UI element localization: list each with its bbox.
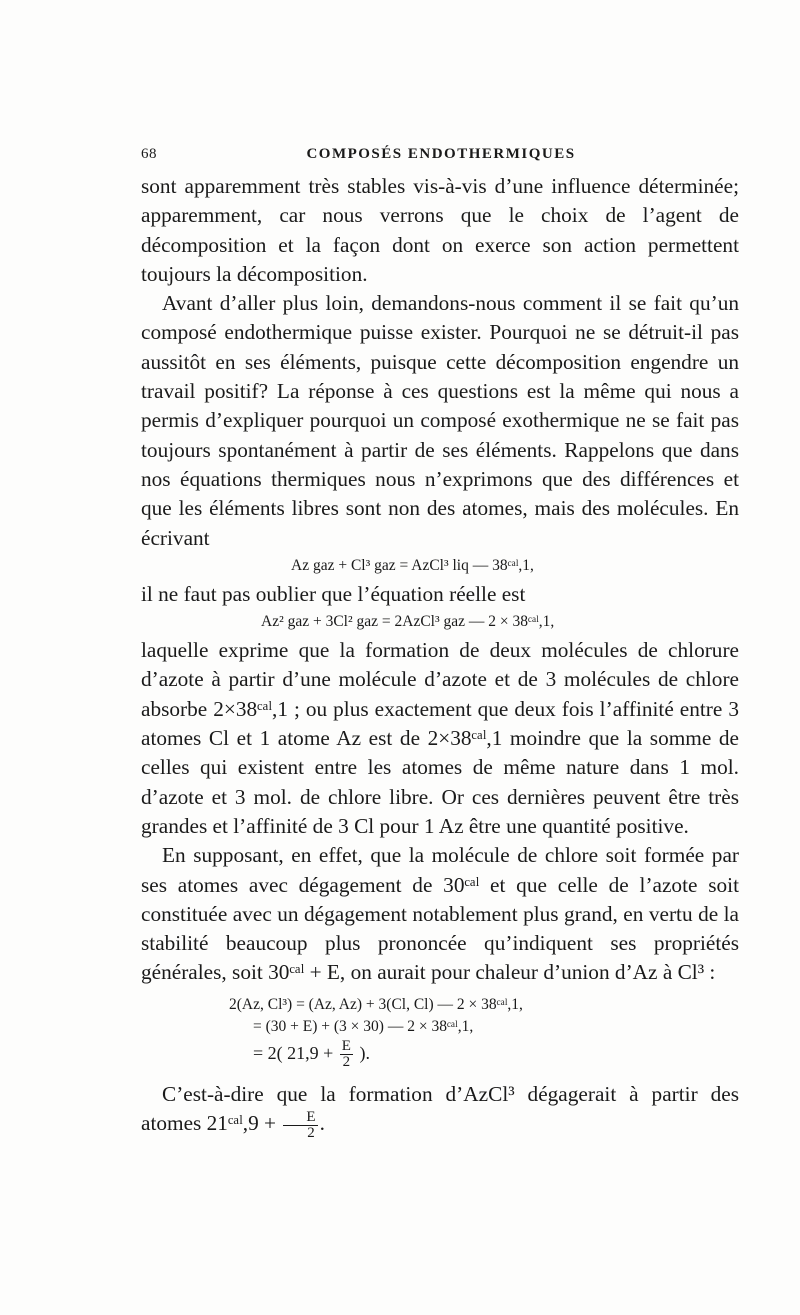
equation-line-3-prefix: = 2( 21,9 + — [253, 1042, 334, 1063]
fraction-denominator: 2 — [342, 1054, 351, 1071]
fraction-e-over-2 — [340, 1039, 353, 1070]
equation-line-3 — [141, 1038, 739, 1070]
conclusion-fraction — [283, 1110, 317, 1141]
fraction-numerator: E — [341, 1038, 351, 1055]
paragraph-conclusion — [141, 1080, 739, 1141]
paragraph-supposition: En supposant, en effet, que la molécule de chlore soit formée par ses atomes avec dégagement de 30ᶜᵃˡ et que celle de l’azote soit constituée avec un dégagement notablement plus grand, en vertu de la stabilité beaucoup plus prononcée qu’indiquent ses propriétés générales, soit 30ᶜᵃˡ + E, on aurait pour chaleur d’union d’Az à Cl³ : — [141, 843, 739, 985]
conclusion-fraction-numerator: E — [283, 1110, 317, 1126]
paragraph-continuation: sont apparemment très stables vis-à-vis d’une influence déterminée; apparemment, car nous verrons que le choix de l’agent de décomposition et la façon dont on exerce son action permettent toujours la décomposition. — [141, 174, 739, 286]
running-title: COMPOSÉS ENDOTHERMIQUES — [306, 146, 576, 162]
equation-azcl3-gas: Az² gaz + 3Cl² gaz = 2AzCl³ gaz — 2 × 38ᶜᵃˡ,1, — [261, 613, 555, 631]
equation-azcl3-liquid: Az gaz + Cl³ gaz = AzCl³ liq — 38ᶜᵃˡ,1, — [291, 556, 534, 574]
page-body — [141, 172, 739, 1141]
equation-line-1: 2(Az, Cl³) = (Az, Az) + 3(Cl, Cl) — 2 × 38ᶜᵃˡ,1, — [229, 995, 523, 1013]
paragraph-affinity-explanation: laquelle exprime que la formation de deux molécules de chlorure d’azote à partir d’une molécule d’azote et de 3 molécules de chlore absorbe 2×38ᶜᵃˡ,1 ; ou plus exactement que deux fois l’affinité entre 3 atomes Cl et 1 atome Az est de 2×38ᶜᵃˡ,1 moindre que la somme de celles qui existent entre les atomes de même nature dans 1 mol. d’azote et 3 mol. de chlore libre. Or ces dernières peuvent être très grandes et l’affinité de 3 Cl pour 1 Az être une quantité positive. — [141, 638, 739, 838]
conclusion-fraction-denominator: 2 — [307, 1125, 315, 1141]
conclusion-period: . — [319, 1111, 325, 1136]
page-number: 68 — [141, 146, 157, 162]
conclusion-text: C’est-à-dire que la formation d’AzCl³ dégagerait à partir des atomes 21ᶜᵃˡ,9 + — [141, 1082, 739, 1136]
paragraph-endothermic-existence: Avant d’aller plus loin, demandons-nous comment il se fait qu’un composé endothermique puisse exister. Pourquoi ne se détruit-il pas aussitôt en ses éléments, puisque cette décomposition engendre un travail positif? La réponse à ces questions est la même qui nous a permis d’expliquer pourquoi un composé exothermique ne se fait pas toujours spontanément à partir de ses éléments. Rappelons que dans nos équations thermiques nous n’exprimons que des différences et que les éléments libres sont non des atomes, mais des molécules. En écrivant — [141, 291, 739, 550]
equation-union-heat — [141, 994, 739, 1070]
page-header — [141, 146, 741, 170]
equation-line-2: = (30 + E) + (3 × 30) — 2 × 38ᶜᵃˡ,1, — [253, 1017, 474, 1035]
equation-line-3-suffix: ). — [359, 1042, 370, 1063]
paragraph-real-equation-intro: il ne faut pas oublier que l’équation réelle est — [141, 581, 526, 606]
